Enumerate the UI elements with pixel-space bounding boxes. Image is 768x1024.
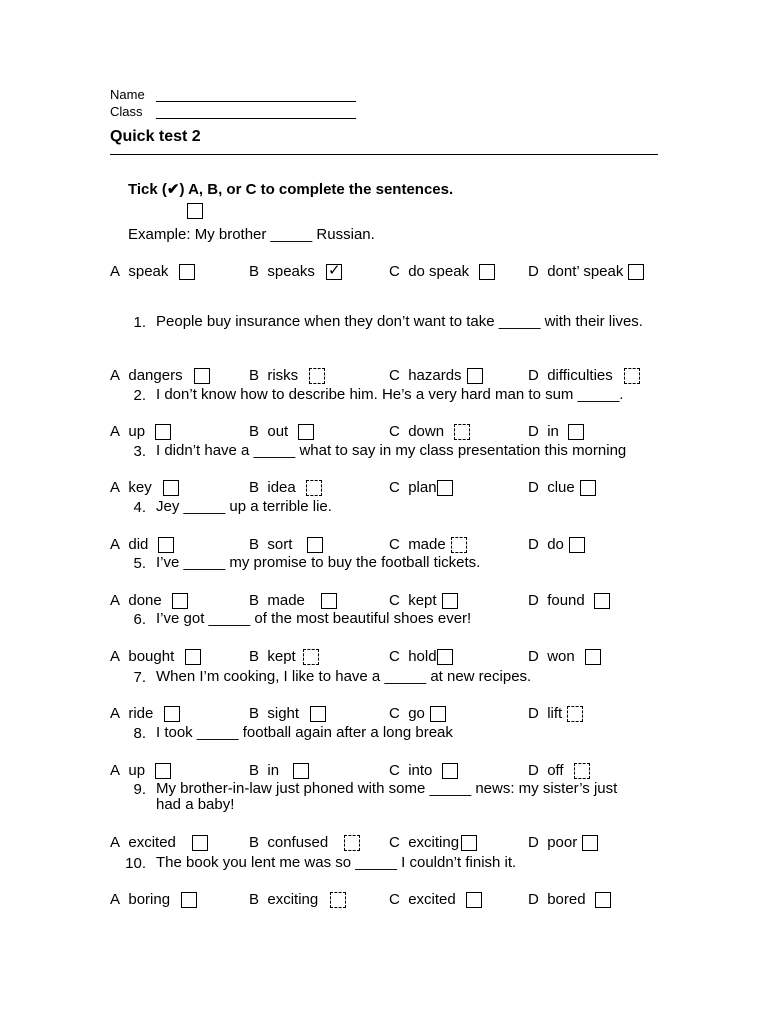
example-option-a-checkbox[interactable] — [179, 264, 195, 280]
option-letter: B — [249, 762, 260, 779]
option-letter: D — [528, 891, 539, 908]
q8-option-a-checkbox[interactable] — [155, 763, 171, 779]
option-text: did — [128, 536, 149, 553]
q6-option-d-label — [528, 648, 575, 665]
option-text: clue — [547, 479, 575, 496]
q5-option-a-checkbox[interactable] — [172, 593, 188, 609]
q8-option-b-label — [249, 762, 279, 779]
q6-option-b-checkbox[interactable] — [303, 649, 319, 665]
q7-option-b-label — [249, 705, 299, 722]
q8-option-b-checkbox[interactable] — [293, 763, 309, 779]
option-letter: C — [389, 648, 400, 665]
q3-option-d-checkbox[interactable] — [580, 480, 596, 496]
q4-option-c-label — [389, 536, 446, 553]
option-letter: B — [249, 367, 260, 384]
q9-option-b-checkbox[interactable] — [344, 835, 360, 851]
q2-option-c-label — [389, 423, 444, 440]
q7-option-b-checkbox[interactable] — [310, 706, 326, 722]
option-text: ride — [128, 705, 154, 722]
option-letter: A — [110, 592, 121, 609]
q3-option-b-checkbox[interactable] — [306, 480, 322, 496]
instruction-sample-box — [187, 203, 203, 219]
question-number: 4. — [133, 499, 146, 516]
option-letter: D — [528, 367, 539, 384]
q4-option-d-checkbox[interactable] — [569, 537, 585, 553]
q10-option-a-label — [110, 891, 170, 908]
option-text: plan — [408, 479, 437, 496]
option-letter: A — [110, 705, 121, 722]
q5-option-d-checkbox[interactable] — [594, 593, 610, 609]
q8-option-a-label — [110, 762, 145, 779]
q1-option-b-checkbox[interactable] — [309, 368, 325, 384]
q2-option-c-checkbox[interactable] — [454, 424, 470, 440]
option-letter: D — [528, 834, 539, 851]
option-letter: B — [249, 834, 260, 851]
option-letter: B — [249, 479, 260, 496]
q10-option-c-checkbox[interactable] — [466, 892, 482, 908]
option-text: kept — [267, 648, 296, 665]
option-letter: D — [528, 648, 539, 665]
option-letter: C — [389, 834, 400, 851]
option-text: do speak — [408, 263, 470, 280]
q10-option-d-label — [528, 891, 586, 908]
question-text: I didn’t have a _____ what to say in my class presentation this morning — [156, 442, 627, 459]
option-text: hold — [408, 648, 437, 665]
q10-option-d-checkbox[interactable] — [595, 892, 611, 908]
option-letter: B — [249, 423, 260, 440]
q1-option-d-checkbox[interactable] — [624, 368, 640, 384]
question-text: Jey _____ up a terrible lie. — [156, 498, 332, 515]
option-letter: C — [389, 592, 400, 609]
q4-option-a-checkbox[interactable] — [158, 537, 174, 553]
title-divider — [110, 154, 658, 155]
q2-option-a-checkbox[interactable] — [155, 424, 171, 440]
option-text: key — [128, 479, 152, 496]
question-number: 8. — [133, 725, 146, 742]
question-text: I’ve got _____ of the most beautiful shoes ever! — [156, 610, 472, 627]
q6-option-a-label — [110, 648, 174, 665]
option-text: dangers — [128, 367, 183, 384]
q1-option-c-label — [389, 367, 462, 384]
option-letter: A — [110, 762, 121, 779]
q9-option-d-label — [528, 834, 577, 851]
option-letter: A — [110, 423, 121, 440]
q5-option-b-checkbox[interactable] — [321, 593, 337, 609]
q2-option-d-checkbox[interactable] — [568, 424, 584, 440]
option-text: kept — [408, 592, 437, 609]
q4-option-a-label — [110, 536, 148, 553]
page-title: Quick test 2 — [110, 128, 201, 145]
q3-option-a-checkbox[interactable] — [163, 480, 179, 496]
option-letter: B — [249, 263, 260, 280]
option-text: do — [547, 536, 564, 553]
option-text: bored — [547, 891, 586, 908]
option-letter: B — [249, 648, 260, 665]
q7-option-a-label — [110, 705, 153, 722]
q4-option-d-label — [528, 536, 564, 553]
option-text: made — [267, 592, 305, 609]
q9-option-a-label — [110, 834, 176, 851]
option-letter: C — [389, 479, 400, 496]
option-letter: A — [110, 367, 121, 384]
option-letter: C — [389, 536, 400, 553]
option-text: down — [408, 423, 445, 440]
option-letter: B — [249, 891, 260, 908]
q3-option-a-label — [110, 479, 152, 496]
q1-option-b-label — [249, 367, 298, 384]
q7-option-a-checkbox[interactable] — [164, 706, 180, 722]
q3-option-d-label — [528, 479, 575, 496]
q6-option-a-checkbox[interactable] — [185, 649, 201, 665]
option-text: confused — [267, 834, 329, 851]
q7-option-d-checkbox[interactable] — [567, 706, 583, 722]
option-letter: C — [389, 705, 400, 722]
q7-option-c-label — [389, 705, 425, 722]
option-text: up — [128, 762, 146, 779]
q9-option-a-checkbox[interactable] — [192, 835, 208, 851]
example-option-a-label — [110, 263, 168, 280]
option-text: exciting — [267, 891, 319, 908]
q8-option-c-label — [389, 762, 432, 779]
class-label: Class — [110, 104, 143, 119]
q1-option-d-label — [528, 367, 613, 384]
question-text: I took _____ football again after a long break — [156, 724, 453, 741]
q10-option-c-label — [389, 891, 456, 908]
question-text: The book you lent me was so _____ I couldn’t finish it. — [156, 854, 517, 871]
option-text: exciting — [408, 834, 460, 851]
q8-option-c-checkbox[interactable] — [442, 763, 458, 779]
option-letter: C — [389, 367, 400, 384]
option-text: speaks — [267, 263, 315, 280]
q1-option-a-checkbox[interactable] — [194, 368, 210, 384]
q8-option-d-checkbox[interactable] — [574, 763, 590, 779]
option-text: sight — [267, 705, 300, 722]
class-field-line[interactable] — [156, 118, 356, 119]
q3-option-c-checkbox[interactable] — [437, 480, 453, 496]
option-text: go — [408, 705, 425, 722]
option-text: done — [128, 592, 162, 609]
question-number: 7. — [133, 669, 146, 686]
example-option-b-label — [249, 263, 315, 280]
option-letter: A — [110, 263, 121, 280]
q8-option-d-label — [528, 762, 564, 779]
option-text: excited — [128, 834, 176, 851]
example-option-d-checkbox[interactable] — [628, 264, 644, 280]
q6-option-b-label — [249, 648, 296, 665]
option-text: sort — [267, 536, 293, 553]
question-number: 3. — [133, 443, 146, 460]
option-letter: C — [389, 263, 400, 280]
q5-option-a-label — [110, 592, 162, 609]
q6-option-c-label — [389, 648, 437, 665]
example-sentence: Example: My brother _____ Russian. — [128, 226, 375, 243]
option-letter: C — [389, 423, 400, 440]
option-letter: B — [249, 536, 260, 553]
option-letter: A — [110, 479, 121, 496]
question-number: 1. — [133, 314, 146, 331]
name-field-line[interactable] — [156, 101, 356, 102]
option-text: idea — [267, 479, 296, 496]
option-letter: B — [249, 592, 260, 609]
question-number: 2. — [133, 387, 146, 404]
q2-option-d-label — [528, 423, 559, 440]
option-text: excited — [408, 891, 456, 908]
q7-option-d-label — [528, 705, 562, 722]
q3-option-b-label — [249, 479, 296, 496]
option-text: hazards — [408, 367, 462, 384]
option-text: won — [547, 648, 575, 665]
check-mark-icon: ✓ — [328, 262, 341, 279]
option-letter: D — [528, 705, 539, 722]
q9-option-b-label — [249, 834, 328, 851]
option-letter: D — [528, 479, 539, 496]
q6-option-c-checkbox[interactable] — [437, 649, 453, 665]
q9-option-d-checkbox[interactable] — [582, 835, 598, 851]
q4-option-b-label — [249, 536, 292, 553]
option-text: into — [408, 762, 433, 779]
name-label: Name — [110, 87, 145, 102]
option-text: off — [547, 762, 564, 779]
option-text: speak — [128, 263, 169, 280]
example-option-d-label — [528, 263, 623, 280]
q2-option-b-label — [249, 423, 288, 440]
q10-option-b-label — [249, 891, 318, 908]
option-text: bought — [128, 648, 175, 665]
question-number: 10. — [125, 855, 146, 872]
option-letter: A — [110, 834, 121, 851]
q1-option-a-label — [110, 367, 183, 384]
option-text: out — [267, 423, 289, 440]
option-letter: B — [249, 705, 260, 722]
option-letter: C — [389, 891, 400, 908]
q5-option-d-label — [528, 592, 585, 609]
instruction-text: Tick (✔) A, B, or C to complete the sentences. — [128, 181, 454, 198]
q3-option-c-label — [389, 479, 437, 496]
q9-option-c-checkbox[interactable] — [461, 835, 477, 851]
question-text: People buy insurance when they don’t want to take _____ with their lives. — [156, 313, 643, 330]
question-number: 6. — [133, 611, 146, 628]
option-text: in — [547, 423, 559, 440]
question-number: 9. — [133, 781, 146, 798]
option-text: in — [267, 762, 280, 779]
q10-option-a-checkbox[interactable] — [181, 892, 197, 908]
option-letter: D — [528, 536, 539, 553]
option-letter: A — [110, 891, 121, 908]
question-text: My brother-in-law just phoned with some _____ news: my sister’s just had a baby! — [156, 780, 618, 813]
q4-option-b-checkbox[interactable] — [307, 537, 323, 553]
q4-option-c-checkbox[interactable] — [451, 537, 467, 553]
q2-option-a-label — [110, 423, 145, 440]
option-text: risks — [267, 367, 299, 384]
option-text: made — [408, 536, 446, 553]
question-text: I’ve _____ my promise to buy the football tickets. — [156, 554, 481, 571]
q10-option-b-checkbox[interactable] — [330, 892, 346, 908]
option-text: dont’ speak — [547, 263, 624, 280]
question-text: When I’m cooking, I like to have a _____ at new recipes. — [156, 668, 532, 685]
example-option-c-label — [389, 263, 469, 280]
q9-option-c-label — [389, 834, 459, 851]
q5-option-b-label — [249, 592, 305, 609]
option-text: lift — [547, 705, 563, 722]
q5-option-c-checkbox[interactable] — [442, 593, 458, 609]
option-letter: D — [528, 263, 539, 280]
q6-option-d-checkbox[interactable] — [585, 649, 601, 665]
option-letter: D — [528, 423, 539, 440]
option-letter: C — [389, 762, 400, 779]
option-letter: D — [528, 592, 539, 609]
option-text: found — [547, 592, 585, 609]
option-letter: A — [110, 648, 121, 665]
option-text: poor — [547, 834, 578, 851]
option-text: boring — [128, 891, 171, 908]
q7-option-c-checkbox[interactable] — [430, 706, 446, 722]
option-letter: A — [110, 536, 121, 553]
example-option-b-checkbox[interactable] — [326, 264, 342, 280]
option-text: difficulties — [547, 367, 613, 384]
example-option-c-checkbox[interactable] — [479, 264, 495, 280]
question-text: I don’t know how to describe him. He’s a very hard man to sum _____. — [156, 386, 624, 403]
q2-option-b-checkbox[interactable] — [298, 424, 314, 440]
question-number: 5. — [133, 555, 146, 572]
q1-option-c-checkbox[interactable] — [467, 368, 483, 384]
option-letter: D — [528, 762, 539, 779]
option-text: up — [128, 423, 146, 440]
q5-option-c-label — [389, 592, 437, 609]
